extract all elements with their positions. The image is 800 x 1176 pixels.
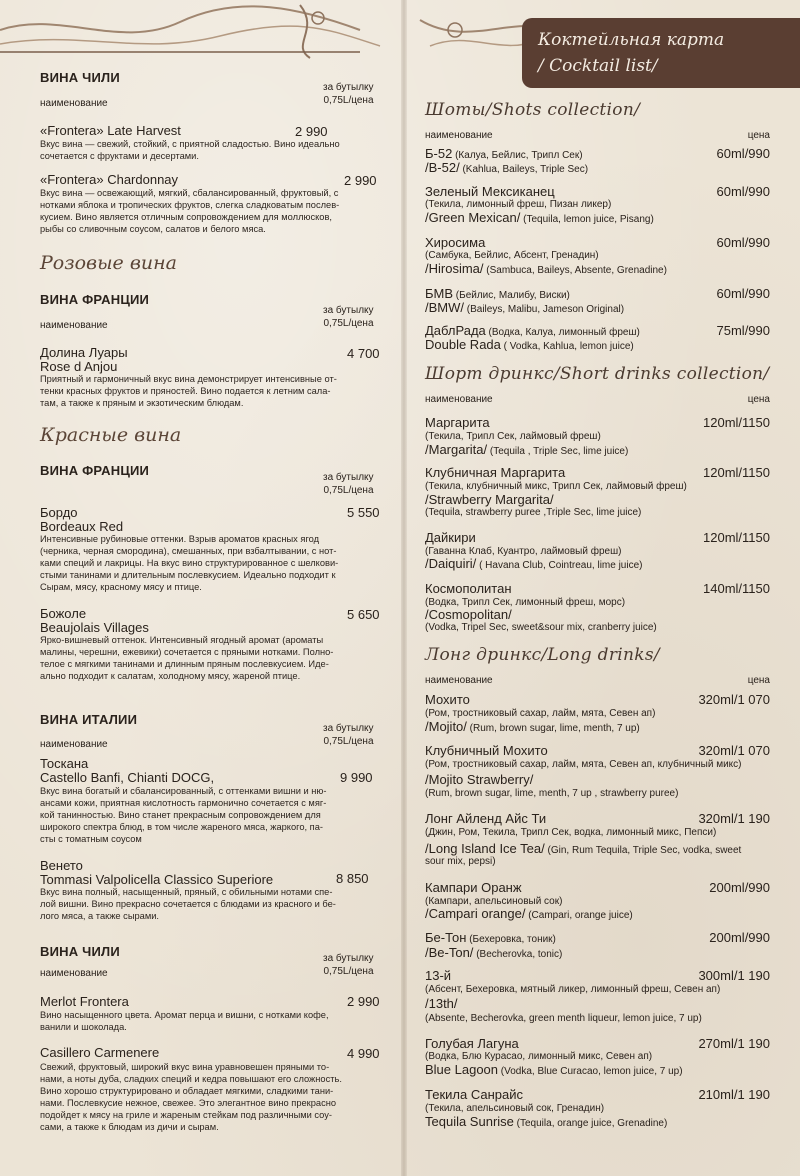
name-header: наименование <box>425 130 493 141</box>
desc-line: сты с томатным соусом <box>40 834 142 844</box>
wine-name <box>40 607 149 635</box>
drink-name: Текила Санрайс <box>425 1087 523 1102</box>
drink-name-en: /Campari orange/ <box>425 906 526 921</box>
drink-name: Дайкири <box>425 530 476 545</box>
wine-name-ru: Бордо <box>40 505 78 520</box>
wine-description <box>40 533 382 593</box>
drink-price: 120ml/1150 <box>703 530 770 545</box>
desc-line: нотками яблока и тропических фруктов, слегка сладковатым послев- <box>40 200 340 210</box>
desc-line: Вкус вина полный, насыщенный, пряный, с обильными нотами спе- <box>40 887 333 897</box>
drink-name-ru: Бе-Тон <box>425 930 467 945</box>
price-header-line2: 0,75L/цена <box>323 966 374 977</box>
drink-name: 13-й <box>425 968 452 983</box>
drink-name-en: /13th/ <box>425 996 458 1011</box>
desc-line: ансами кожи, приятная кислотность гармонично сочетается с мяг- <box>40 798 327 808</box>
drink-name-en: /Be-Ton/ <box>425 945 474 960</box>
drink-name-ru: ДаблРада <box>425 323 486 338</box>
drink-ingredients-en: (Becherovka, tonic) <box>473 949 563 960</box>
wine-description <box>40 1061 382 1133</box>
desc-line: подойдет к мясу на гриле и жареным стейкам под различными соу- <box>40 1110 332 1120</box>
drink-price: 60ml/990 <box>716 235 770 250</box>
wine-name <box>40 346 128 374</box>
price-header-line2: 0,75L/цена <box>323 485 374 496</box>
name-header: наименование <box>425 394 493 405</box>
price-header-line1: за бутылку <box>323 82 374 93</box>
drink-ingredients-ru: (Бейлис, Малибу, Виски) <box>453 290 570 301</box>
drink-name-en: Blue Lagoon <box>425 1062 499 1077</box>
drink-ingredients-ru: (Водка, Калуа, лимонный фреш) <box>485 327 640 338</box>
drink-ingredients-ru: (Калуа, Бейлис, Трипл Сек) <box>452 150 583 161</box>
drink-name-en-line <box>425 210 770 227</box>
wine-price: 8 850 <box>336 871 369 886</box>
wine-price: 2 990 <box>344 173 377 188</box>
desc-line: там, а также к пряным и экзотическим блюдам. <box>40 398 244 408</box>
drink-price: 60ml/990 <box>716 146 770 161</box>
drink-name-en-line <box>425 556 770 573</box>
price-header-line1: за бутылку <box>323 953 374 964</box>
drink-name-en: /Cosmopolitan/ <box>425 607 512 622</box>
drink-name-ru: БМВ <box>425 286 454 301</box>
drink-name: Клубничный Мохито <box>425 743 548 758</box>
drink-ingredients-en: sour mix, pepsi) <box>425 856 496 867</box>
drink-name: Мохито <box>425 692 470 707</box>
price-header-line1: за бутылку <box>323 305 374 316</box>
wine-price: 4 990 <box>347 1046 380 1061</box>
desc-line: тенки красных фруктов и пряностей. Вино подается к летним сала- <box>40 386 331 396</box>
desc-line: кой танинностью. Вино станет прекрасным сопровождением для <box>40 810 321 820</box>
wine-price: 4 700 <box>347 346 380 361</box>
name-header: наименование <box>425 675 493 686</box>
drink-name: Хиросима <box>425 235 486 250</box>
section-title-italy: ВИНА ИТАЛИИ <box>40 712 138 727</box>
drink-price: 320ml/1 070 <box>698 743 770 758</box>
drink-ingredients-en: (Absente, Becherovka, green menth liqueur, lemon juice, 7 up) <box>425 1013 702 1024</box>
drink-price: 270ml/1 190 <box>698 1036 770 1051</box>
drink-name-en: Double Rada <box>425 337 501 352</box>
wine-name: «Frontera» Late Harvest <box>40 123 181 138</box>
wine-price: 2 990 <box>295 124 328 139</box>
drink-ingredients-en: (Tequila, strawberry puree ,Triple Sec, lime juice) <box>425 507 642 518</box>
drink-name-ru: Б-52 <box>425 146 453 161</box>
drink-name-en-line <box>425 719 770 736</box>
drink-ingredients-ru: (Бехеровка, тоник) <box>466 934 556 945</box>
drink-name-en-line <box>425 160 770 177</box>
drink-name: Маргарита <box>425 415 490 430</box>
drink-name: Лонг Айленд Айс Ти <box>425 811 547 826</box>
wine-description <box>40 187 382 235</box>
drink-ingredients-ru: (Водка, Трипл Сек, лимонный фреш, морс) <box>425 597 626 608</box>
drink-name: Голубая Лагуна <box>425 1036 519 1051</box>
wine-description <box>40 886 382 922</box>
drink-ingredients-ru: (Текила, клубничный микс, Трипл Сек, лаймовый фреш) <box>425 481 687 492</box>
wine-name <box>40 859 273 887</box>
drink-ingredients-ru: (Кампари, апельсиновый сок) <box>425 896 563 907</box>
price-header <box>323 471 374 497</box>
desc-line: Интенсивные рубиновые оттенки. Взрыв ароматов красных ягод <box>40 534 320 544</box>
drink-ingredients-en: (Tequila, orange juice, Grenadine) <box>513 1118 668 1129</box>
drink-ingredients-ru: (Самбука, Бейлис, Абсент, Гренадин) <box>425 250 599 261</box>
wine-name-en: Rose d Anjou <box>40 359 118 374</box>
drink-ingredients-ru: (Текила, апельсиновый сок, Гренадин) <box>425 1103 605 1114</box>
drink-name-en: /Mojito Strawberry/ <box>425 772 534 787</box>
drink-price: 320ml/1 070 <box>698 692 770 707</box>
desc-line: Сырам, мясу, красному мясу и птице. <box>40 582 202 592</box>
drink-price: 200ml/990 <box>709 880 770 895</box>
drink-name: Космополитан <box>425 581 512 596</box>
desc-line: ально подходит к салатам, холодному мясу, жареной птице. <box>40 671 301 681</box>
price-header: цена <box>747 130 770 141</box>
drink-ingredients-en: (Rum, brown sugar, lime, menth, 7 up , strawberry puree) <box>425 788 679 799</box>
drink-name-en-line <box>425 1062 770 1079</box>
long-drinks-title: Лонг дринкс/Long drinks/ <box>425 645 660 665</box>
wine-name-ru: Божоле <box>40 606 87 621</box>
price-header <box>323 952 374 978</box>
price-header <box>323 304 374 330</box>
desc-line: (черника, черная смородина), смешанных, при взбалтывании, с нот- <box>40 546 337 556</box>
desc-line: малины, черешни, ежевики) сочетается с пряными нотками. Полно- <box>40 647 334 657</box>
desc-line: Вкус вина богатый и сбалансированный, с оттенками вишни и ню- <box>40 786 327 796</box>
drink-price: 60ml/990 <box>716 184 770 199</box>
price-header-line1: за бутылку <box>323 723 374 734</box>
drink-name-en: /Margarita/ <box>425 442 488 457</box>
wine-name: Merlot Frontera <box>40 994 129 1009</box>
drink-ingredients-ru: (Ром, тростниковый сахар, лайм, мята, Севен ап) <box>425 708 656 719</box>
wine-name <box>40 506 123 534</box>
drink-ingredients-en: ( Havana Club, Cointreau, lime juice) <box>476 560 643 571</box>
wine-description <box>40 373 382 409</box>
desc-line: Приятный и гармоничный вкус вина демонстрирует интенсивные от- <box>40 374 337 384</box>
desc-line: стыми танинами и длительным послевкусием. Идеально подходит к <box>40 570 336 580</box>
desc-line: Вкус вина — свежий, стойкий, с приятной сладостью. Вино идеально <box>40 139 340 149</box>
price-header: цена <box>747 675 770 686</box>
drink-ingredients-ru: (Абсент, Бехеровка, мятный ликер, лимонный фреш, Севен ап) <box>425 984 721 995</box>
desc-line: сочетается с фруктами и десертами. <box>40 151 199 161</box>
drink-name-en: /Green Mexican/ <box>425 210 521 225</box>
cocktail-title-en: / Cocktail list/ <box>538 56 658 76</box>
wine-description <box>40 1009 382 1033</box>
section-title-france: ВИНА ФРАНЦИИ <box>40 292 150 307</box>
desc-line: телое с мягкими танинами и длинным пряным послевкусием. Иде- <box>40 659 329 669</box>
drink-name-en-line <box>425 261 770 278</box>
drink-name-en: /Hirosima/ <box>425 261 484 276</box>
drink-ingredients-en: (Vodka, Blue Curacao, lemon juice, 7 up) <box>498 1066 683 1077</box>
rose-wines-title: Розовые вина <box>40 252 177 274</box>
desc-line: нами, а ноты дуба, сладких специй и кедра повышают его сложность. <box>40 1074 342 1084</box>
drink-name-en: Tequila Sunrise <box>425 1114 514 1129</box>
wine-price: 5 550 <box>347 505 380 520</box>
drink-ingredients-en: (Gin, Rum Tequila, Triple Sec, vodka, sweet <box>544 845 742 856</box>
wine-name <box>40 757 214 785</box>
drink-ingredients-en: (Tequila, lemon juice, Pisang) <box>520 214 654 225</box>
wine-description <box>40 634 382 682</box>
short-drinks-title: Шорт дринкс/Short drinks collection/ <box>425 364 770 384</box>
wine-price: 2 990 <box>347 994 380 1009</box>
drink-name-en: /Mojito/ <box>425 719 467 734</box>
name-header: наименование <box>40 739 108 750</box>
price-header-line2: 0,75L/цена <box>323 736 374 747</box>
drink-ingredients-ru: (Текила, Трипл Сек, лаймовый фреш) <box>425 431 601 442</box>
cocktail-list-title-badge <box>522 18 800 88</box>
drink-name: Кампари Оранж <box>425 880 522 895</box>
drink-name-en: /Long Island Ice Tea/ <box>425 841 545 856</box>
drink-ingredients-en: (Campari, orange juice) <box>525 910 633 921</box>
price-header-line2: 0,75L/цена <box>323 95 374 106</box>
drink-ingredients-en: (Sambuca, Baileys, Absente, Grenadine) <box>483 265 667 276</box>
red-wines-title: Красные вина <box>40 424 182 446</box>
drink-price: 210ml/1 190 <box>698 1087 770 1102</box>
desc-line: Вино насыщенного цвета. Аромат перца и вишни, с нотками кофе, <box>40 1010 329 1020</box>
drink-name-en: /B-52/ <box>425 160 460 175</box>
desc-line: Вино хорошо структурировано и обладает мягкими, сладкими тани- <box>40 1086 334 1096</box>
desc-line: широкого спектра блюд, в том числе жареного мяса, жаркого, па- <box>40 822 323 832</box>
desc-line: сами, а также к блюдам из дичи и сырам. <box>40 1122 219 1132</box>
drink-price: 300ml/1 190 <box>698 968 770 983</box>
desc-line: лого мяса, а также сырами. <box>40 911 160 921</box>
name-header: наименование <box>40 98 108 109</box>
wine-name-en: Beaujolais Villages <box>40 620 149 635</box>
wine-name-en: Castello Banfi, Chianti DOCG, <box>40 770 215 785</box>
drink-name: Клубничная Маргарита <box>425 465 566 480</box>
drink-price: 140ml/1150 <box>703 581 770 596</box>
desc-line: кусием. Вино является отличным сопровождением для моллюсков, <box>40 212 332 222</box>
drink-price: 120ml/1150 <box>703 465 770 480</box>
wine-name-ru: Тоскана <box>40 756 89 771</box>
price-header <box>323 722 374 748</box>
desc-line: Свежий, фруктовый, широкий вкус вина уравновешен пряными то- <box>40 1062 330 1072</box>
wine-name-en: Bordeaux Red <box>40 519 124 534</box>
wine-name: Casillero Carmenere <box>40 1045 160 1060</box>
drink-name-en: /Strawberry Margarita/ <box>425 492 554 507</box>
wine-name: «Frontera» Chardonnay <box>40 172 179 187</box>
drink-ingredients-en: (Tequila , Triple Sec, lime juice) <box>487 446 629 457</box>
name-header: наименование <box>40 320 108 331</box>
drink-price: 75ml/990 <box>716 323 770 338</box>
drink-name-en: /Daiquiri/ <box>425 556 477 571</box>
price-header: цена <box>747 394 770 405</box>
drink-name-en-line <box>425 337 770 354</box>
wine-name-ru: Долина Луары <box>40 345 128 360</box>
drink-ingredients-en: (Rum, brown sugar, lime, menth, 7 up) <box>466 723 640 734</box>
drink-name-en: /BMW/ <box>425 300 464 315</box>
desc-line: Вкус вина — освежающий, мягкий, сбалансированный, фруктовый, с <box>40 188 339 198</box>
wine-description <box>40 785 382 845</box>
desc-line: нами. Послевкусие нежное, свежее. Это элегантное вино прекрасно <box>40 1098 337 1108</box>
drink-ingredients-ru: (Гаванна Клаб, Куантро, лаймовый фреш) <box>425 546 622 557</box>
page-fold <box>401 0 407 1176</box>
drink-price: 200ml/990 <box>709 930 770 945</box>
price-header-line1: за бутылку <box>323 472 374 483</box>
drink-name: Зеленый Мексиканец <box>425 184 555 199</box>
wine-description <box>40 138 382 162</box>
section-title-france: ВИНА ФРАНЦИИ <box>40 463 150 478</box>
desc-line: лой вишни. Вино прекрасно сочетается с блюдами из красного и бе- <box>40 899 336 909</box>
drink-ingredients-ru: (Водка, Блю Курасао, лимонный микс, Севен ап) <box>425 1051 653 1062</box>
drink-name-en-line <box>425 300 770 317</box>
drink-name-en-line <box>425 1114 770 1131</box>
desc-line: Ярко-вишневый оттенок. Интенсивный ягодный аромат (ароматы <box>40 635 324 645</box>
drink-price: 120ml/1150 <box>703 415 770 430</box>
section-title-chile: ВИНА ЧИЛИ <box>40 70 120 85</box>
drink-price: 60ml/990 <box>716 286 770 301</box>
name-header: наименование <box>40 968 108 979</box>
desc-line: рыбы со сливочным соусом, салатов и белого мяса. <box>40 224 266 234</box>
cocktail-title-ru: Коктейльная карта <box>538 30 725 50</box>
wine-name-en: Tommasi Valpolicella Classico Superiore <box>40 872 274 887</box>
drink-ingredients-en: (Kahlua, Baileys, Triple Sec) <box>459 164 589 175</box>
drink-ingredients-ru: (Джин, Ром, Текила, Трипл Сек, водка, лимонный микс, Пепси) <box>425 827 717 838</box>
drink-price: 320ml/1 190 <box>698 811 770 826</box>
drink-ingredients-ru: (Ром, тростниковый сахар, лайм, мята, Севен ап, клубничный микс) <box>425 759 742 770</box>
drink-ingredients-en: ( Vodka, Kahlua, lemon juice) <box>500 341 634 352</box>
shots-title: Шоты/Shots collection/ <box>425 100 641 120</box>
drink-ingredients-ru: (Текила, лимонный фреш, Пизан ликер) <box>425 199 612 210</box>
price-header-line2: 0,75L/цена <box>323 318 374 329</box>
price-header <box>323 81 374 107</box>
drink-name-en-line <box>425 442 770 459</box>
drink-name-en-line <box>425 945 770 962</box>
drink-ingredients-en: (Baileys, Malibu, Jameson Original) <box>464 304 625 315</box>
wine-name-ru: Венето <box>40 858 83 873</box>
section-title-chile: ВИНА ЧИЛИ <box>40 944 120 959</box>
wine-price: 9 990 <box>340 770 373 785</box>
drink-ingredients-en: (Vodka, Tripel Sec, sweet&sour mix, cranberry juice) <box>425 622 657 633</box>
wine-price: 5 650 <box>347 607 380 622</box>
drink-name-en-line <box>425 906 770 923</box>
desc-line: ками специй и лакрицы. На вкус вино структурированное с шелкови- <box>40 558 339 568</box>
desc-line: ванили и шоколада. <box>40 1022 127 1032</box>
